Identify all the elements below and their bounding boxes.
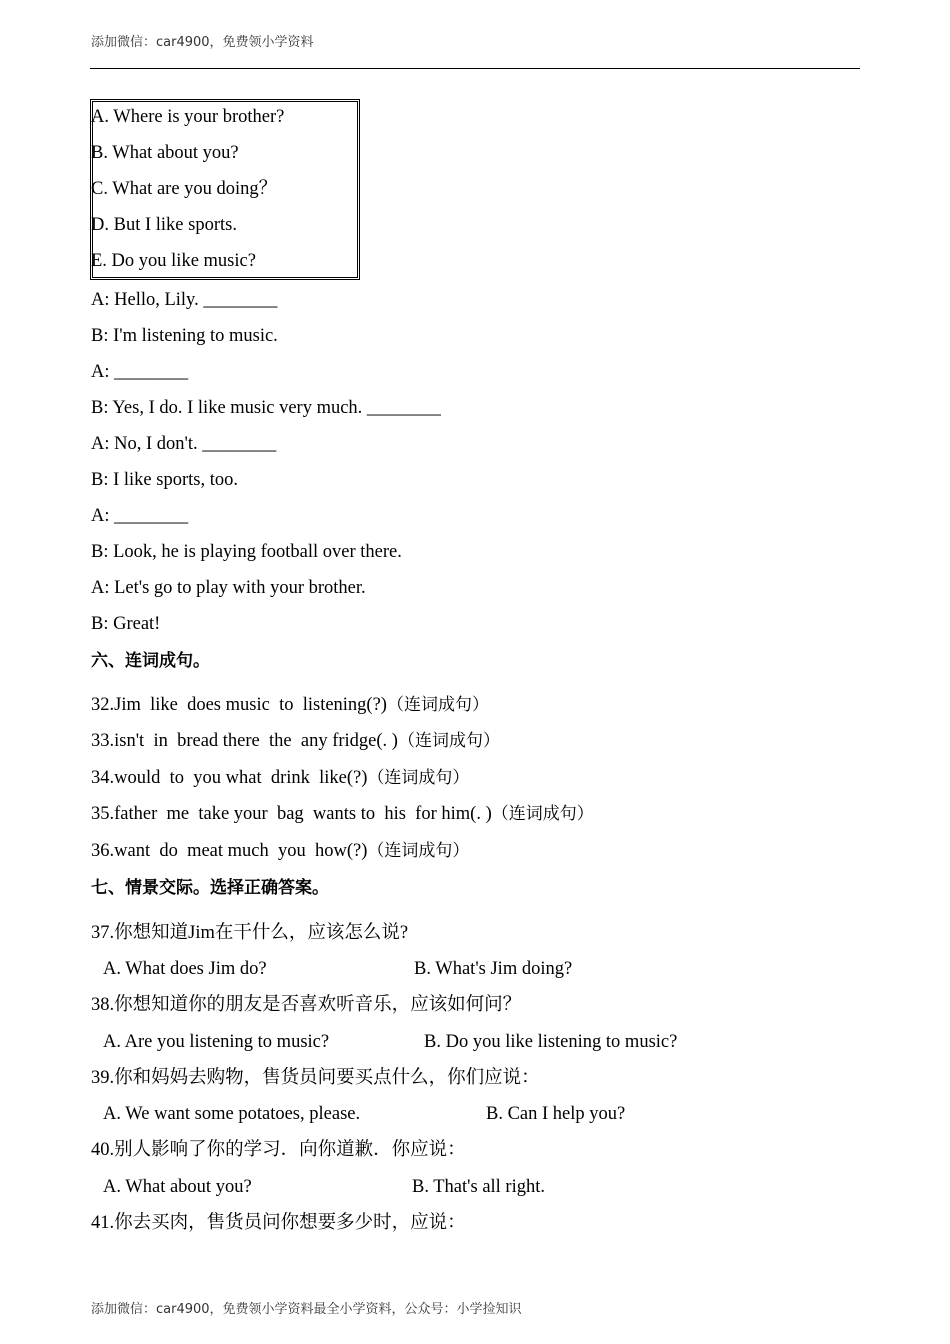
option-e: E. Do you like music? (91, 251, 256, 271)
question-37-prompt: 37.你想知道Jim在干什么，应该怎么说? (91, 923, 409, 943)
dialogue-line: A: No, I don't. ________ (91, 434, 277, 454)
question-text: 35.father me take your bag wants to his for him(. ) (91, 804, 492, 824)
section-seven-title: 七、情景交际。选择正确答案。 (91, 878, 329, 898)
question-41-prompt: 41.你去买肉，售货员问你想要多少时，应说： (91, 1213, 466, 1233)
question-note: （连词成句） (367, 841, 470, 861)
header-divider (90, 68, 860, 69)
question-40-choice-a: A. What about you? (103, 1177, 252, 1197)
question-39-prompt: 39.你和妈妈去购物，售货员问要买点什么，你们应说： (91, 1068, 540, 1088)
option-d: D. But I like sports. (91, 215, 237, 235)
question-note: （连词成句） (367, 768, 470, 788)
question-38-choice-a: A. Are you listening to music? (103, 1032, 330, 1052)
question-text: 32.Jim like does music to listening(?) (91, 695, 387, 715)
question-37-choice-b: B. What's Jim doing? (414, 959, 573, 979)
question-35 (91, 803, 594, 825)
dialogue-line: B: Yes, I do. I like music very much. ________ (91, 398, 441, 418)
dialogue-line: A: ________ (91, 362, 189, 382)
question-text: 34.would to you what drink like(?) (91, 768, 368, 788)
page-footer: 添加微信：car4900，免费领小学资料最全小学资料，公众号：小学捡知识 (91, 1302, 522, 1317)
section-six-title: 六、连词成句。 (91, 651, 210, 671)
dialogue-line: A: ________ (91, 506, 189, 526)
option-b: B. What about you? (91, 143, 239, 163)
dialogue-line: A: Let's go to play with your brother. (91, 578, 366, 598)
dialogue-line: A: Hello, Lily. ________ (91, 290, 278, 310)
question-36 (91, 840, 469, 862)
dialogue-line: B: Great! (91, 614, 161, 634)
question-40-choice-b: B. That's all right. (412, 1177, 545, 1197)
question-note: （连词成句） (397, 731, 500, 751)
dialogue-line: B: I like sports, too. (91, 470, 238, 490)
question-note: （连词成句） (386, 695, 489, 715)
question-40-prompt: 40.别人影响了你的学习．向你道歉．你应说： (91, 1140, 466, 1160)
question-38-prompt: 38.你想知道你的朋友是否喜欢听音乐，应该如何问？ (91, 995, 522, 1015)
question-37-choice-a: A. What does Jim do? (103, 959, 267, 979)
question-34 (91, 767, 469, 789)
dialogue-line: B: I'm listening to music. (91, 326, 278, 346)
question-33 (91, 730, 500, 752)
question-39-choice-a: A. We want some potatoes, please. (103, 1104, 361, 1124)
question-39-choice-b: B. Can I help you? (486, 1104, 626, 1124)
option-a: A. Where is your brother? (91, 107, 285, 127)
page-header: 添加微信：car4900，免费领小学资料 (91, 35, 314, 50)
dialogue-line: B: Look, he is playing football over there. (91, 542, 402, 562)
option-c: C. What are you doing？ (91, 179, 278, 199)
question-note: （连词成句） (491, 804, 594, 824)
question-38-choice-b: B. Do you like listening to music? (424, 1032, 678, 1052)
question-text: 36.want do meat much you how(?) (91, 841, 368, 861)
question-32 (91, 694, 489, 716)
question-text: 33.isn't in bread there the any fridge(. ) (91, 731, 398, 751)
